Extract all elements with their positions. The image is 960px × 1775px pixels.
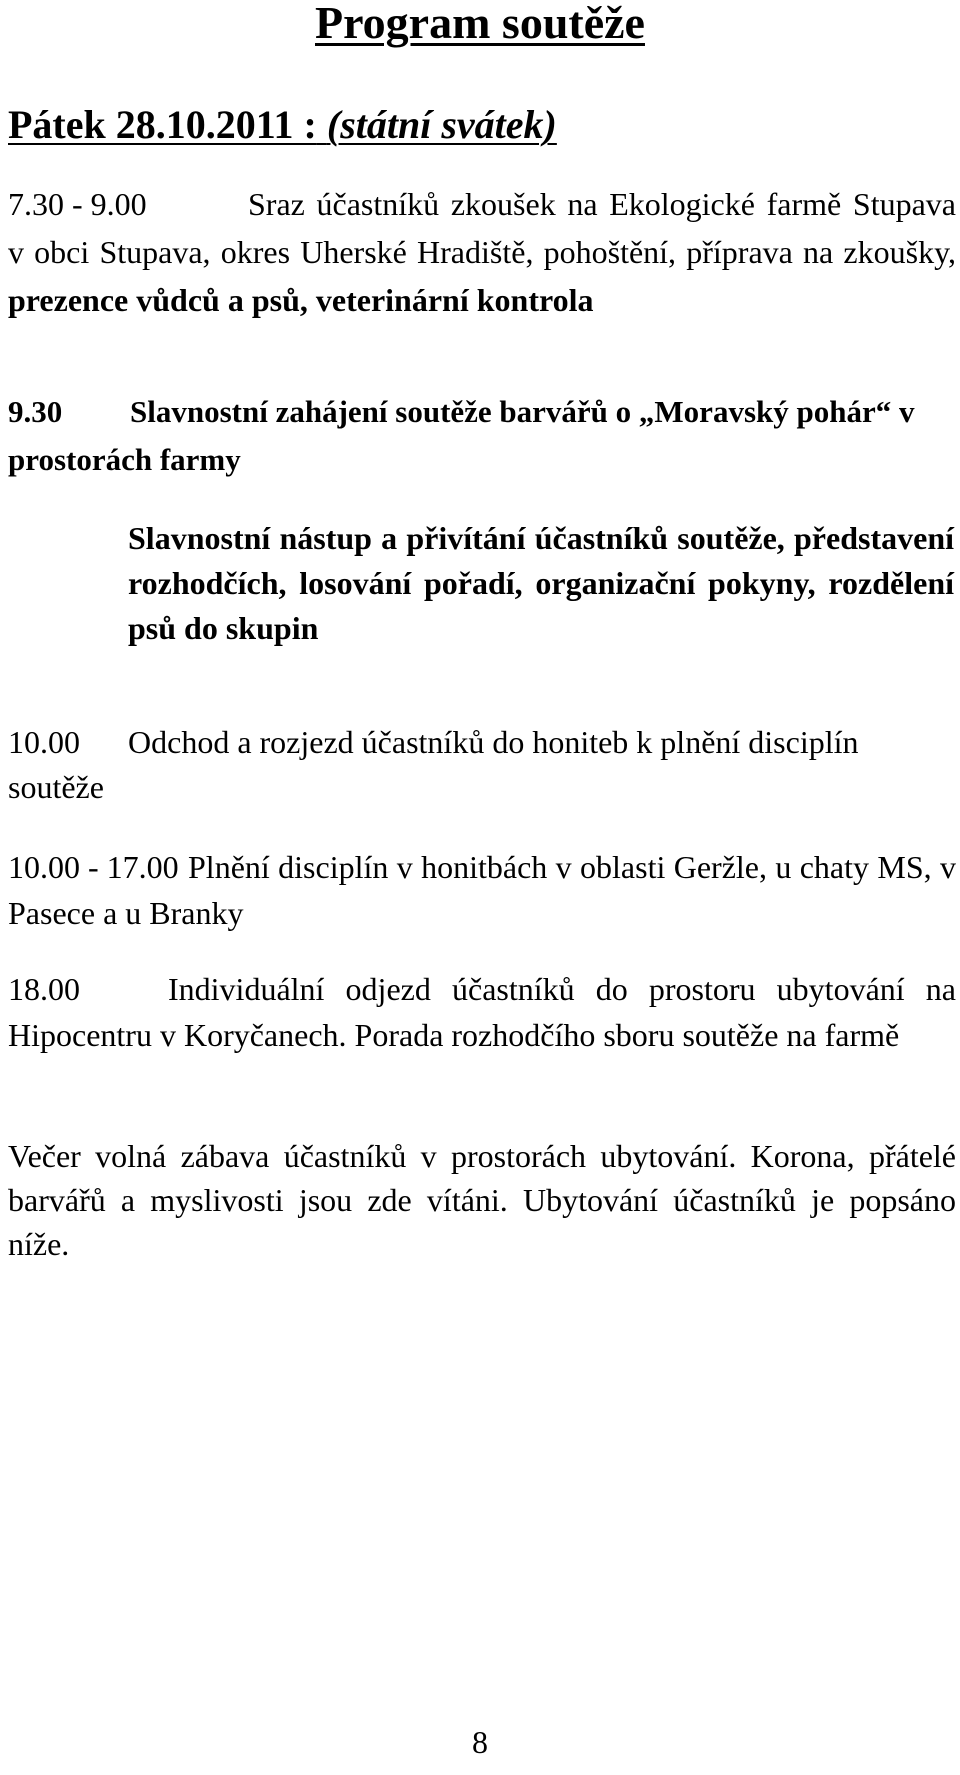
program-item-arrival (8, 180, 956, 324)
program-item-departure (8, 720, 956, 810)
program-item-disciplines (8, 844, 956, 936)
item-time: 18.00 (8, 971, 80, 1007)
day-date: Pátek 28.10.2011 : (8, 102, 317, 147)
item-time: 9.30 (8, 394, 63, 429)
program-item-opening (8, 388, 956, 484)
page-number: 8 (472, 1724, 488, 1760)
item-time: 10.00 - 17.00 (8, 849, 179, 885)
program-item-opening-detail: Slavnostní nástup a přivítání účastníků soutěže, představení rozhodčích, losování pořadí, organizační pokyny, rozdělení psů do skupin (128, 520, 954, 646)
program-item-evening-departure (8, 966, 956, 1058)
item-text: Plnění disciplín v honitbách v oblasti Geržle, u chaty MS, v Pasece a u Branky (8, 849, 956, 931)
page-title: Program soutěže (315, 0, 645, 48)
closing-paragraph: Večer volná zábava účastníků v prostorách ubytování. Korona, přátelé barvářů a myslivosti jsou zde vítáni. Ubytování účastníků je popsáno níže. (8, 1138, 956, 1262)
item-text: Odchod a rozjezd účastníků do honiteb k plnění disciplín soutěže (8, 724, 859, 805)
item-time: 10.00 (8, 724, 80, 760)
item-text: Individuální odjezd účastníků do prostoru ubytování na Hipocentru v Koryčanech. Porada rozhodčího sboru soutěže na farmě (8, 971, 956, 1053)
item-time: 7.30 - 9.00 (8, 186, 147, 222)
item-text-bold: prezence vůdců a psů, veterinární kontrola (8, 282, 594, 318)
day-heading (8, 102, 557, 148)
item-text: Sraz účastníků zkoušek na Ekologické farmě Stupava v obci Stupava, okres Uherské Hradiště, pohoštění, příprava na zkoušky, (8, 186, 956, 270)
day-note: (státní svátek) (326, 102, 557, 147)
item-text: Slavnostní zahájení soutěže barvářů o „Moravský pohár“ v prostorách farmy (8, 394, 915, 477)
